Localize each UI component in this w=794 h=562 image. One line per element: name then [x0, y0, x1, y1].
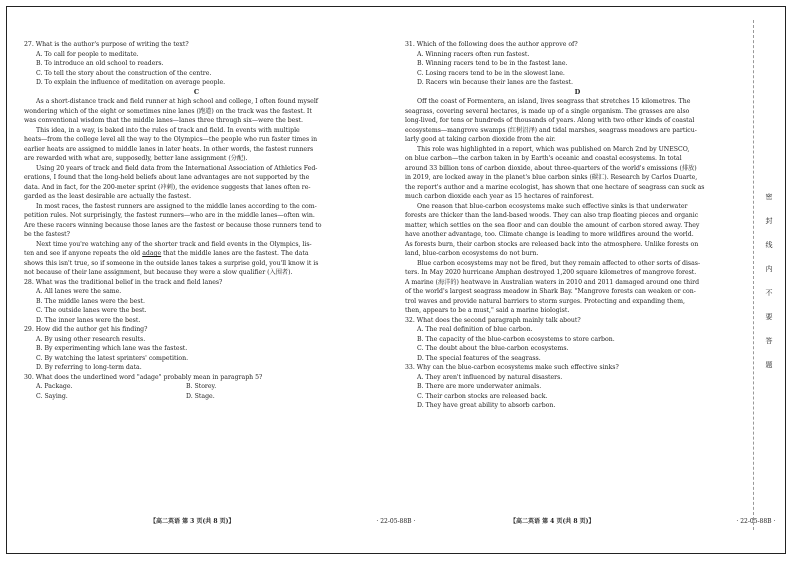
text-line: petition rules. Not surprisingly, the fastest runners—who are in the middle lanes—often win.: [24, 212, 315, 219]
text-line: of the world's largest seagrass meadow in Shark Bay. "Mangrove forests can weaken or con-: [405, 288, 696, 295]
seal-char: 要: [765, 313, 773, 321]
answer-option: D. They have great ability to absorb carbon.: [417, 402, 556, 409]
text-line: In most races, the fastest runners are assigned to the middle lanes according to the com-: [36, 202, 317, 210]
text-line: 28. What was the traditional belief in the track and field lanes?: [24, 278, 223, 286]
answer-option: B. Storey.: [186, 383, 217, 390]
text-line: not because of their lane assignment, but because they were a slow qualifier (入围者).: [24, 269, 293, 276]
text-line: heats—from the college level all the way to the Olympics—the people who run faster times in: [24, 136, 318, 143]
text-line: the report's author and a marine ecologist, has shown that one hectare of seagrass can suck as: [405, 183, 705, 191]
text-line: One reason that blue-carbon ecosystems make such effective sinks is that underwater: [417, 202, 688, 210]
text-line: Blue carbon ecosystems may not be fired, but they remain affected to other sorts of disas-: [417, 259, 701, 267]
answer-option: C. The outside lanes were the best.: [36, 307, 147, 314]
text-line: was conventional wisdom that the middle lanes—lanes three through six—were the best.: [24, 117, 303, 124]
seal-notice: [764, 185, 774, 377]
text-line: As a short-distance track and field runner at high school and college, I often found myself: [36, 98, 319, 105]
text-line: ecosystems—mangrove swamps (红树沼泽) and tidal marshes, seagrass meadows are particu-: [405, 126, 697, 134]
seal-char: 内: [765, 265, 773, 273]
answer-option: D. The special features of the seagrass.: [417, 354, 541, 362]
seal-char: 答: [765, 337, 773, 345]
left-footer: [150, 516, 415, 525]
answer-option: B. Winning racers tend to be in the fastest lane.: [417, 60, 568, 67]
seal-char: 题: [765, 361, 773, 369]
text-line: seagrass, covering several hectares, is made up of a single organism. The grasses are also: [405, 107, 690, 115]
text-line: matter, which settles on the sea floor and can double the amount of carbon stored away. They: [405, 221, 700, 229]
answer-option: A. Package.: [36, 383, 73, 390]
text-line: long-lived, for tens or hundreds of thousands of years. Along with two other kinds of coastal: [405, 117, 695, 124]
left-column: [24, 40, 369, 401]
text-line: then, appears to be a must," said a marine biologist.: [405, 307, 570, 314]
right-footer-code: · 22-05-88B ·: [736, 518, 776, 525]
text-line: A marine (海洋的) heatwave in Australian waters in 2010 and 2011 damaged around one third: [405, 278, 700, 286]
answer-option: D. To explain the influence of meditation on average people.: [36, 79, 226, 86]
answer-option: C. The doubt about the blue-carbon ecosystems.: [417, 345, 569, 352]
answer-option: A. They aren't influenced by natural disasters.: [417, 373, 563, 381]
left-footer-code: · 22-05-88B ·: [376, 518, 416, 525]
text-line: much carbon dioxide each year as 15 hectares of rainforest.: [405, 193, 594, 200]
answer-option: C. Saying.: [36, 392, 68, 400]
text-line: forests are thicker than the land-based woods. They can also trap floating pieces and organic: [405, 212, 699, 219]
text-line: 33. Why can the blue-carbon ecosystems make such effective sinks?: [405, 364, 619, 371]
answer-option: D. Stage.: [186, 392, 215, 400]
text-line: earlier heats are assigned to middle lanes in later heats. In other words, the fastest runners: [24, 145, 314, 153]
text-line: Next time you're watching any of the shorter track and field events in the Olympics, lis-: [36, 240, 312, 248]
text-line: 32. What does the second paragraph mainly talk about?: [405, 316, 581, 324]
text-line: larly good at taking carbon dioxide from the air.: [405, 136, 556, 143]
text-line: 27. What is the author's purpose of writing the text?: [24, 41, 189, 48]
answer-option: C. By watching the latest sprinters' competition.: [36, 354, 189, 362]
text-line: erations, I found that the long-held beliefs about lane advantages are not supported by the: [24, 174, 310, 181]
answer-option: D. Racers win because their lanes are the fastest.: [417, 79, 573, 86]
text-line: wondering which of the eight or sometimes nine lanes (跑道) on the track was the fastest. It: [24, 107, 312, 115]
text-line: in 2019, are locked away in the planet's blue carbon sinks (碳汇). Research by Carlos Duarte,: [405, 174, 698, 181]
answer-option: A. By using other research results.: [36, 335, 146, 343]
text-line: Using 20 years of track and field data from the International Association of Athletics Fed-: [36, 164, 318, 172]
text-line: This role was highlighted in a report, which was published on March 2nd by UNESCO,: [417, 145, 690, 153]
seal-char: 线: [765, 241, 773, 249]
text-line: be the fastest?: [24, 231, 70, 238]
answer-option: C. Their carbon stocks are released back.: [417, 392, 548, 400]
answer-option: A. To call for people to meditate.: [36, 50, 139, 58]
text-line: As forests burn, their carbon stocks are released back into the atmosphere. Unlike forests on: [405, 240, 699, 248]
right-footer-title: 【高二英语 第 4 页(共 8 页)】: [510, 518, 595, 525]
answer-option: B. There are more underwater animals.: [417, 383, 542, 390]
right-footer: [510, 516, 775, 525]
text-line: 29. How did the author get his finding?: [24, 326, 148, 333]
answer-option: D. The inner lanes were the best.: [36, 316, 141, 324]
answer-option: B. By experimenting which lane was the fastest.: [36, 345, 188, 352]
text-line: are rewarded with what are, supposedly, better lane assignment (分配).: [24, 155, 248, 162]
seal-line: [753, 20, 754, 530]
answer-option-row: [24, 392, 369, 402]
text-line: around 33 billion tons of carbon dioxide, about three-quarters of the world's emissions (排放): [405, 164, 697, 172]
section-heading: C: [193, 87, 200, 96]
text-line: on blue carbon—the carbon taken in by Earth's oceanic and coastal ecosystems. In total: [405, 155, 682, 162]
text-line: This idea, in a way, is baked into the rules of track and field. In events with multiple: [36, 126, 300, 134]
answer-option: C. To tell the story about the construction of the centre.: [36, 69, 212, 77]
answer-option: B. The capacity of the blue-carbon ecosystems to store carbon.: [417, 335, 615, 343]
text-line: have another advantage, too. Climate change is leading to more wildfires around the world.: [405, 231, 694, 238]
text-line: ten and see if anyone repeats the old adage that the middle lanes are the fastest. The data: [24, 250, 309, 257]
text-line: ters. In May 2020 hurricane Amphan destroyed 1,200 square kilometres of mangrove forest.: [405, 269, 697, 276]
text-line: data. And in fact, for the 200-meter sprint (冲刺), the evidence suggests that lanes often re-: [24, 183, 311, 191]
text-line: trol waves and provide natural barriers to storm surges. Protecting and expanding them,: [405, 297, 686, 305]
left-footer-title: 【高二英语 第 3 页(共 8 页)】: [150, 518, 235, 525]
answer-option: A. The real definition of blue carbon.: [417, 326, 533, 333]
text-line: 30. What does the underlined word "adage" probably mean in paragraph 5?: [24, 373, 263, 381]
seal-char: 密: [765, 193, 773, 201]
answer-option: A. Winning racers often run fastest.: [417, 50, 530, 58]
seal-char: 封: [765, 217, 773, 225]
section-heading: D: [574, 87, 581, 96]
answer-option: D. By referring to long-term data.: [36, 364, 142, 371]
answer-option: A. All lanes were the same.: [36, 288, 122, 295]
right-column: [405, 40, 750, 411]
answer-option: C. Losing racers tend to be in the slowest lane.: [417, 69, 565, 77]
text-line: shows this isn't true, so if someone in the outside lanes takes a surprise gold, you'll know it is: [24, 259, 319, 267]
answer-option: B. The middle lanes were the best.: [36, 297, 145, 305]
text-line: Are these racers winning because those lanes are the fastest or because those runners tend to: [24, 221, 322, 229]
text-line: Off the coast of Formentera, an island, lives seagrass that stretches 15 kilometres. The: [417, 98, 691, 105]
text-line: land, blue-carbon ecosystems do not burn.: [405, 250, 539, 257]
text-line: garded as the least desirable are actually the fastest.: [24, 193, 192, 200]
text-line: 31. Which of the following does the author approve of?: [405, 41, 578, 48]
seal-char: 不: [765, 289, 773, 297]
answer-option-row: [24, 382, 369, 392]
answer-option: B. To introduce an old school to readers.: [36, 60, 164, 67]
